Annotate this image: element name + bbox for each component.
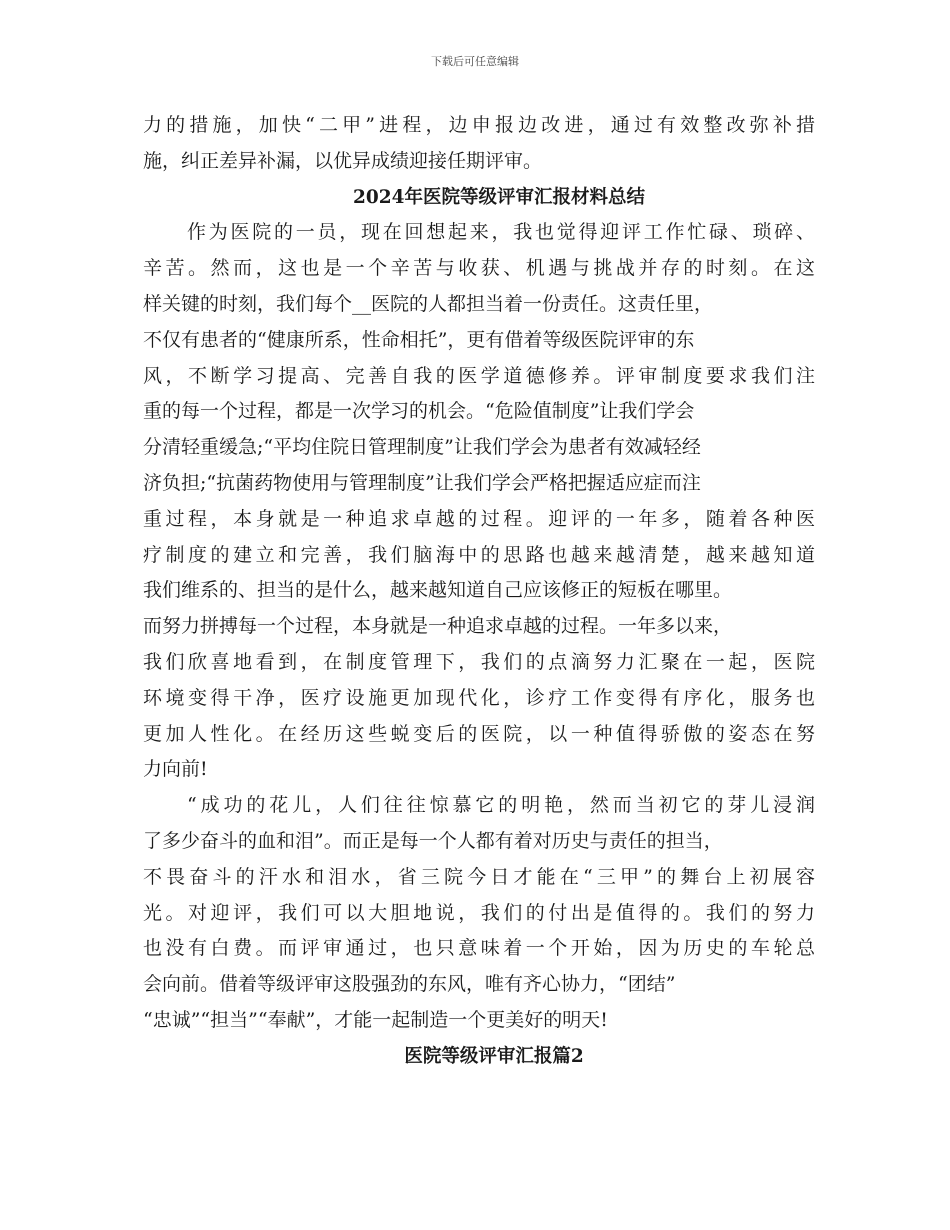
intro-line: 力的措施，加快“二甲”进程，边申报边改进，通过有效整改弥补措: [143, 114, 815, 136]
paragraph-line: “成功的花儿，人们往往惊慕它的明艳，然而当初它的芽儿浸润: [187, 794, 815, 817]
paragraph-line: 力向前!: [143, 758, 208, 781]
paragraph-line: 会向前。借着等级评审这股强劲的东风，唯有齐心协力，“团结”: [143, 973, 676, 996]
paragraph-line: 样关键的时刻，我们每个__医院的人都担当着一份责任。这责任里，: [143, 292, 714, 315]
paragraph-line: “忠诚”“担当”“奉献”，才能一起制造一个更美好的明天!: [143, 1008, 608, 1031]
paragraph-line: 风，不断学习提高、完善自我的医学道德修养。评审制度要求我们注: [143, 364, 815, 387]
paragraph-line: 也没有白费。而评审通过，也只意味着一个开始，因为历史的车轮总: [143, 937, 815, 960]
page-header: 下载后可任意编辑: [431, 55, 519, 68]
paragraph-line: 光。对迎评，我们可以大胆地说，我们的付出是值得的。我们的努力: [143, 901, 815, 924]
paragraph-line: 我们维系的、担当的是什么，越来越知道自己应该修正的短板在哪里。: [143, 579, 733, 602]
paragraph-line: 更加人性化。在经历这些蜕变后的医院，以一种值得骄傲的姿态在努: [143, 722, 815, 745]
paragraph-line: 重的每一个过程，都是一次学习的机会。“危险值制度”让我们学会: [143, 400, 695, 423]
paragraph-line: 环境变得干净，医疗设施更加现代化，诊疗工作变得有序化，服务也: [143, 686, 815, 709]
document-body: [143, 108, 815, 1075]
paragraph-line: 济负担;“抗菌药物使用与管理制度”让我们学会严格把握适应症而注: [143, 471, 701, 494]
paragraph-line: 辛苦。然而，这也是一个辛苦与收获、机遇与挑战并存的时刻。在这: [143, 257, 815, 280]
paragraph-line: 我们欣喜地看到，在制度管理下，我们的点滴努力汇聚在一起，医院: [143, 650, 815, 673]
section-title: 医院等级评审汇报篇2: [404, 1045, 584, 1067]
paragraph-line: 而努力拼搏每一个过程，本身就是一种追求卓越的过程。一年多以来，: [143, 615, 733, 638]
paragraph-line: 不仅有患者的“健康所系，性命相托”，更有借着等级医院评审的东: [143, 328, 695, 351]
paragraph-line: 疗制度的建立和完善，我们脑海中的思路也越来越清楚，越来越知道: [143, 543, 815, 566]
paragraph-line: 不畏奋斗的汗水和泪水，省三院今日才能在“三甲”的舞台上初展容: [143, 865, 815, 888]
intro-line: 施，纠正差异补漏，以优异成绩迎接任期评审。: [143, 149, 543, 172]
paragraph-line: 分清轻重缓急;“平均住院日管理制度”让我们学会为患者有效减轻经: [143, 436, 701, 459]
paragraph-line: 作为医院的一员，现在回想起来，我也觉得迎评工作忙碌、琐碎、: [187, 221, 815, 244]
paragraph-line: 了多少奋斗的血和泪”。而正是每一个人都有着对历史与责任的担当，: [143, 829, 723, 852]
paragraph-line: 重过程，本身就是一种追求卓越的过程。迎评的一年多，随着各种医: [143, 507, 815, 530]
section-title: 2024年医院等级评审汇报材料总结: [353, 186, 645, 208]
